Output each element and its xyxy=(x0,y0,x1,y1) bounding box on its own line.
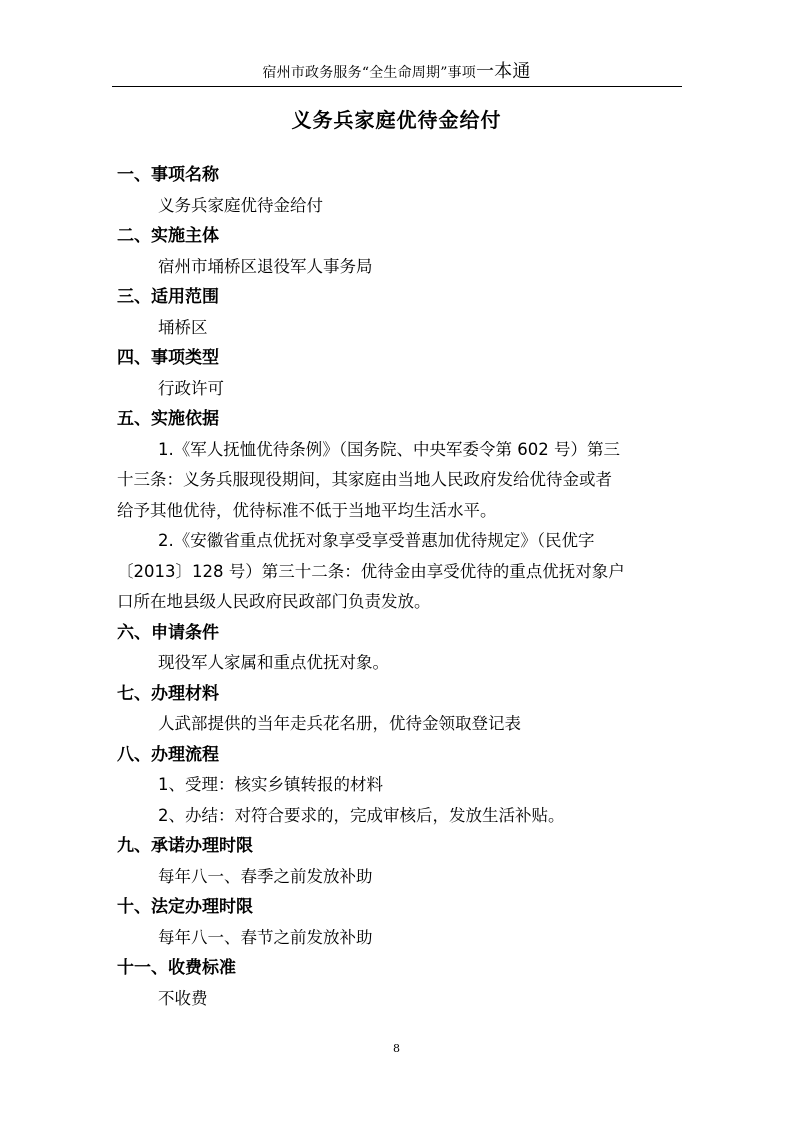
section-materials xyxy=(117,679,687,740)
section-line: 行政许可 xyxy=(158,378,224,398)
section-heading: 六、申请条件 xyxy=(117,622,219,643)
section-heading: 四、事项类型 xyxy=(117,348,219,368)
document-title: 义务兵家庭优待金给付 xyxy=(291,108,502,132)
section-line: 2、办结：对符合要求的，完成审核后，发放生活补贴。 xyxy=(158,805,565,825)
section-conditions xyxy=(117,618,687,679)
section-heading: 七、办理材料 xyxy=(117,683,219,704)
document-content xyxy=(117,160,687,1014)
section-heading: 九、承诺办理时限 xyxy=(117,836,253,856)
section-line: 每年八一、春季之前发放补助 xyxy=(158,866,373,886)
paragraph-line: 2.《安徽省重点优抚对象享受享受普惠加优待规定》（民优字 xyxy=(158,531,595,550)
header-text: 宿州市政务服务“全生命周期”事项 xyxy=(262,65,476,81)
paragraph-line: 给予其他优待，优待标准不低于当地平均生活水平。 xyxy=(117,500,497,520)
section-implementing-body xyxy=(117,221,687,282)
section-heading: 二、实施主体 xyxy=(117,226,219,246)
section-line: 现役军人家属和重点优抚对象。 xyxy=(158,653,389,672)
section-legal-basis xyxy=(117,404,687,618)
header-rule xyxy=(112,86,682,87)
paragraph-line: 〔2013〕128 号）第三十二条：优待金由享受优待的重点优抚对象户 xyxy=(117,561,625,581)
section-scope xyxy=(117,282,687,343)
section-line: 1、受理：核实乡镇转报的材料 xyxy=(158,775,383,794)
section-fee-standard xyxy=(117,953,687,1014)
basis-paragraph xyxy=(117,526,687,618)
basis-paragraph xyxy=(117,435,687,527)
section-process xyxy=(117,740,687,832)
paragraph-line: 1.《军人抚恤优待条例》（国务院、中央军委令第 602 号）第三 xyxy=(158,439,620,459)
paragraph-line: 十三条：义务兵服现役期间，其家庭由当地人民政府发给优待金或者 xyxy=(117,470,612,489)
section-line: 不收费 xyxy=(158,988,208,1008)
header-tail: 一本通 xyxy=(475,61,531,82)
page-header xyxy=(0,62,793,83)
section-line: 埇桥区 xyxy=(158,317,208,337)
section-item-name xyxy=(117,160,687,221)
section-heading: 十一、收费标准 xyxy=(117,958,236,978)
section-statutory-time-limit xyxy=(117,892,687,953)
section-line: 宿州市埇桥区退役军人事务局 xyxy=(158,256,373,276)
section-promised-time-limit xyxy=(117,831,687,892)
section-heading: 三、适用范围 xyxy=(117,287,219,307)
section-line: 每年八一、春节之前发放补助 xyxy=(158,927,373,947)
section-line: 义务兵家庭优待金给付 xyxy=(158,195,323,215)
section-heading: 一、事项名称 xyxy=(117,165,219,185)
page-number: 8 xyxy=(393,1042,400,1055)
section-heading: 十、法定办理时限 xyxy=(117,897,253,917)
section-heading: 八、办理流程 xyxy=(117,744,219,765)
section-line: 人武部提供的当年走兵花名册，优待金领取登记表 xyxy=(158,714,521,733)
section-item-type xyxy=(117,343,687,404)
paragraph-line: 口所在地县级人民政府民政部门负责发放。 xyxy=(117,592,431,611)
section-heading: 五、实施依据 xyxy=(117,409,219,429)
